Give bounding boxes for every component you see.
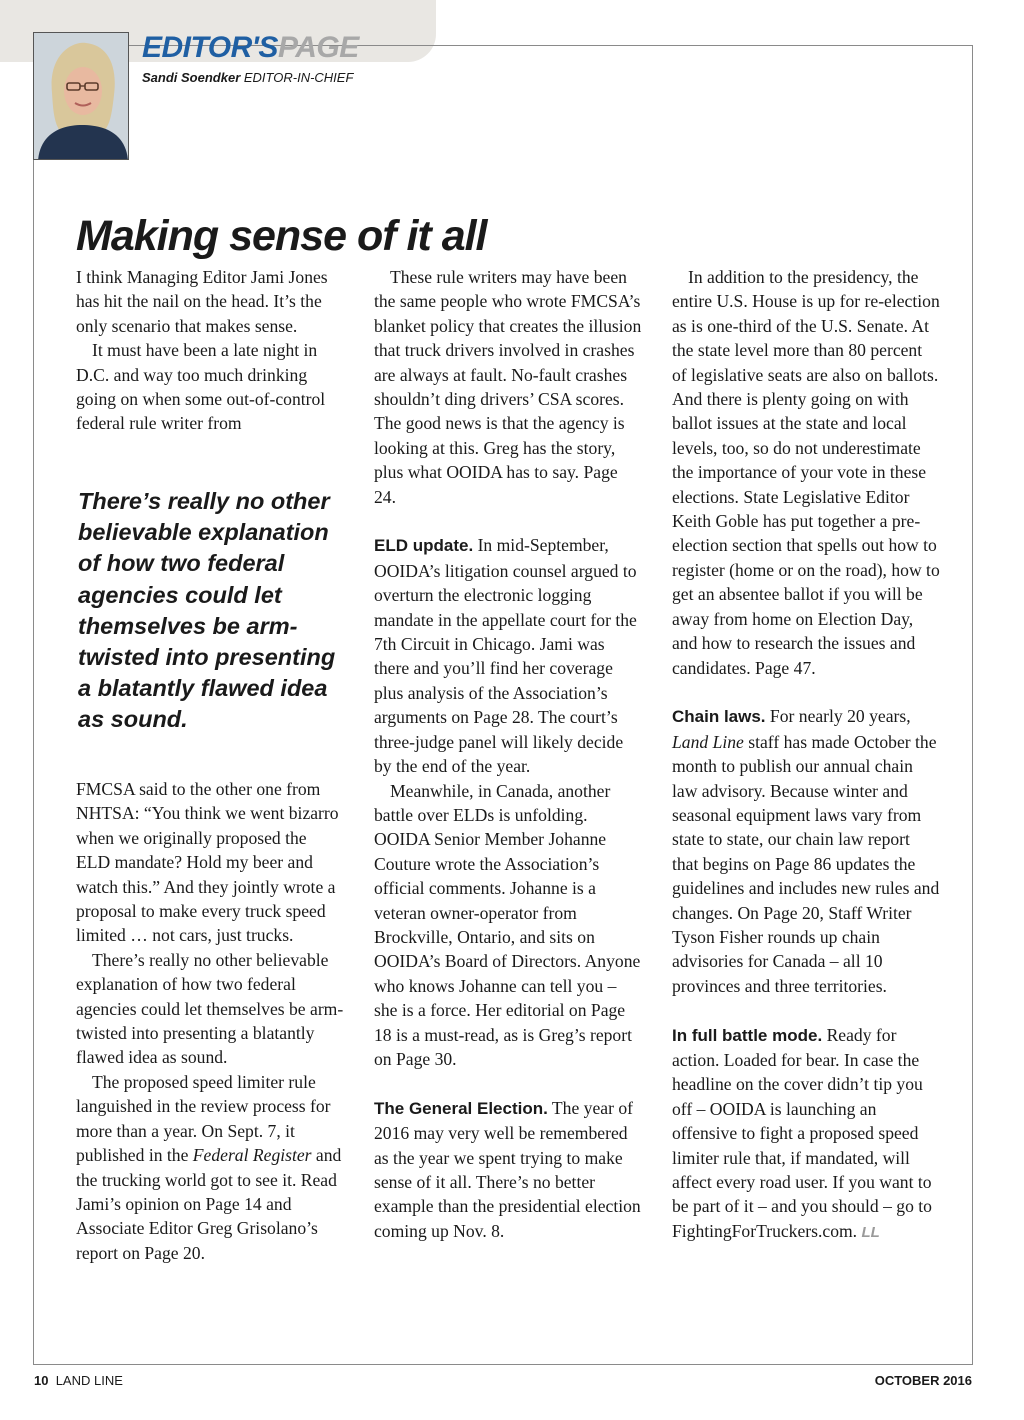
author-photo bbox=[33, 32, 129, 160]
pull-quote: There’s really no other believable explanation of how two federal agencies could let themselves be arm-twisted into presenting a blatantly flawed idea as sound. bbox=[78, 488, 336, 733]
column-1-continued bbox=[76, 777, 344, 1265]
publication-title: Land Line bbox=[672, 731, 744, 752]
text-run: For nearly 20 years, bbox=[765, 706, 911, 727]
col3-paragraph: In addition to the presidency, the entire U.S. House is up for re-election as is one-third of the U.S. Senate. At the state level more than 80 percent of legislative seats are also on ballots. And there is plenty going on with ballot issues at the state and local levels, too, so do not underestimate the importance of your vote in these elections. State Legislative Editor Keith Goble has put together a pre-election section that spells out how to register (home or on the road), how to get an absentee ballot if you will be away from home on Election Day, and how to research the issues and candidates. Page 47. bbox=[672, 267, 940, 678]
col2-paragraph bbox=[374, 1096, 642, 1243]
col2-paragraph: These rule writers may have been the same people who wrote FMCSA’s blanket policy that creates the illusion that truck drivers involved in crashes are always at fault. No-fault crashes shouldn’t ding drivers’ CSA scores. The good news is that the agency is looking at this. Greg has the story, plus what OOIDA has to say. Page 24. bbox=[374, 267, 642, 507]
text-run: and the trucking world got to see it. Read Jami’s opinion on Page 14 and Associate Editor Greg Grisolano’s report on Page 20. bbox=[76, 1145, 342, 1263]
column-1 bbox=[76, 265, 344, 436]
footer-right bbox=[875, 1373, 972, 1388]
subhead-eld-update: ELD update. bbox=[374, 536, 474, 556]
subhead-general-election: The General Election. bbox=[374, 1098, 548, 1118]
footer-left bbox=[34, 1373, 123, 1388]
col1-paragraph: I think Managing Editor Jami Jones has hit the nail on the head. It’s the only scenario that makes sense. bbox=[76, 267, 328, 336]
end-mark: LL bbox=[861, 1223, 880, 1241]
col3-paragraph bbox=[672, 1023, 940, 1246]
col3-paragraph bbox=[672, 704, 940, 998]
col1-paragraph: There’s really no other believable explanation of how two federal agencies could let themselves be arm-twisted into presenting a blatantly flawed idea as sound. bbox=[76, 949, 344, 1068]
subhead-battle-mode: In full battle mode. bbox=[672, 1025, 823, 1045]
col1-paragraph: FMCSA said to the other one from NHTSA: “You think we went bizarro when we originally proposed the ELD mandate? Hold my beer and watch this.” And they jointly wrote a proposal to make every truck speed limited … not cars, just trucks. bbox=[76, 779, 339, 946]
col2-paragraph: Meanwhile, in Canada, another battle over ELDs is unfolding. OOIDA Senior Member Johanne Couture wrote the Association’s official comments. Johanne is a veteran owner-operator from Brockville, Ontario, and sits on OOIDA’s Board of Directors. Anyone who knows Johanne can tell you – she is a force. Her editorial on Page 18 is a must-read, as is Greg’s report on Page 30. bbox=[374, 780, 641, 1069]
section-title-page: PAGE bbox=[277, 31, 359, 64]
column-3 bbox=[672, 265, 940, 1245]
col1-paragraph: It must have been a late night in D.C. and way too much drinking going on when some out-of-control federal rule writer from bbox=[76, 340, 326, 434]
byline bbox=[142, 70, 353, 85]
headline: Making sense of it all bbox=[76, 212, 487, 260]
text-run: staff has made October the month to publish our annual chain law advisory. Because winter and seasonal equipment laws vary from state to state, our chain law report that begins on Page 86 updates the guidelines and includes new rules and changes. On Page 20, Staff Writer Tyson Fisher rounds up chain advisories for Canada – all 10 provinces and three territories. bbox=[672, 731, 940, 996]
page-number: 10 bbox=[34, 1373, 49, 1388]
col1-paragraph bbox=[76, 1070, 344, 1265]
subhead-chain-laws: Chain laws. bbox=[672, 707, 766, 727]
text-run: Ready for action. Loaded for bear. In case the headline on the cover didn’t tip you off – OOIDA is launching an offensive to fight a proposed speed limiter rule that, if mandated, will affect every road user. If you want to be part of it – and you should – go to FightingForTruckers.com. bbox=[672, 1024, 932, 1241]
magazine-name: LAND LINE bbox=[55, 1373, 123, 1388]
column-2 bbox=[374, 265, 642, 1243]
text-run: The proposed speed limiter rule languished in the review process for more than a year. On Sept. 7, it published in the bbox=[76, 1071, 331, 1166]
section-title-editors: EDITOR'S bbox=[142, 31, 278, 64]
col2-paragraph bbox=[374, 533, 642, 778]
section-title bbox=[142, 30, 359, 66]
publication-title: Federal Register bbox=[192, 1145, 312, 1166]
author-role: EDITOR-IN-CHIEF bbox=[243, 70, 354, 85]
author-name: Sandi Soendker bbox=[142, 70, 241, 85]
text-run: In mid-September, OOIDA’s litigation counsel argued to overturn the electronic logging mandate in the appellate court for the 7th Circuit in Chicago. Jami was there and you’ll find her coverage plus analysis of the Association’s arguments on Page 28. The court’s three-judge panel will likely decide by the end of the year. bbox=[374, 535, 637, 777]
text-run: The year of 2016 may very well be remembered as the year we spent trying to make sense of it all. There’s no better example than the presidential election coming up Nov. 8. bbox=[374, 1097, 641, 1241]
issue-date: OCTOBER 2016 bbox=[874, 1373, 972, 1388]
